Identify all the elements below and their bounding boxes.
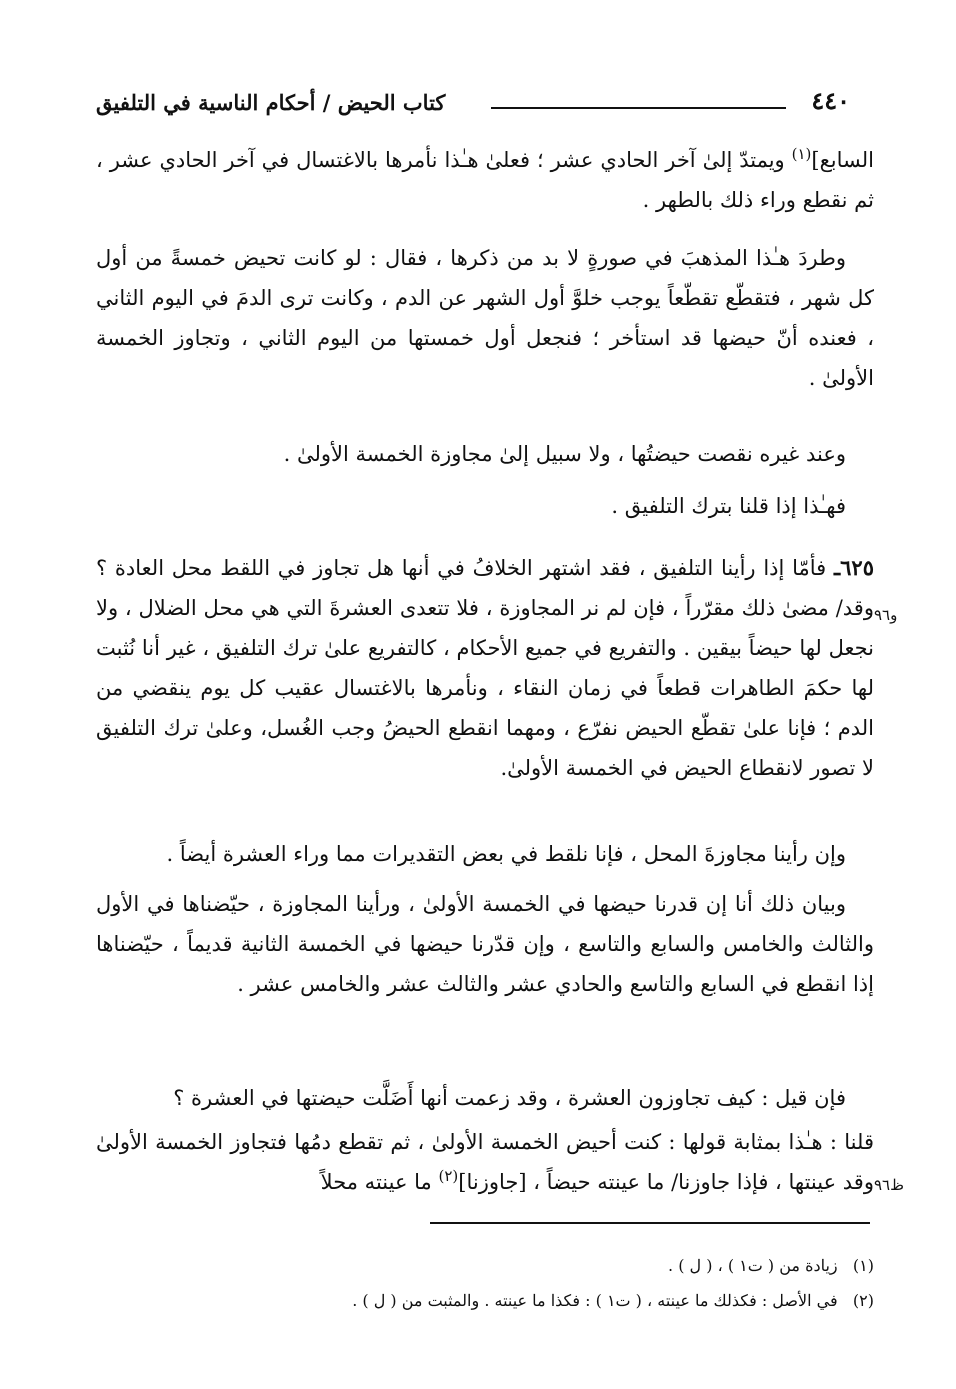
paragraph-text: قلنا : هـٰذا بمثابة قولها : كنت أحيض الخمسة الأولىٰ ، ثم تقطع دمُها فتجاوز الخمسة الأولىٰ وقد عينتها ، فإذا جاوزنا/ ما عينته حيضاً ، [جاوزنا] xyxy=(96,1130,874,1194)
paragraph-text: ما عينته محلاً xyxy=(320,1170,439,1194)
numbered-paragraph xyxy=(96,548,874,788)
paragraph: وإن رأينا مجاوزةَ المحل ، فإنا نلقط في بعض التقديرات مما وراء العشرة أيضاً . xyxy=(166,842,846,866)
footnote-marker: (١) xyxy=(791,145,812,163)
header-rule xyxy=(491,107,786,109)
section-number: ٦٢٥ـ xyxy=(834,555,874,580)
running-title: كتاب الحيض / أحكام الناسية في التلفيق xyxy=(96,90,446,115)
paragraph-continuation xyxy=(96,140,874,220)
paragraph: وبيان ذلك أنا إن قدرنا حيضها في الخمسة الأولىٰ ، ورأينا المجاوزة ، حيّضناها في الأول والثالث والخامس والسابع والتاسع ، وإن قدّرنا حيضها في الخمسة الثانية قديماً ، حيّضناها إذا انقطع في السابع والتاسع والحادي عشر والثالث عشر والخامس عشر . xyxy=(96,892,874,996)
footnote-text: زيادة من ( ت١ ) ، ( ل ) . xyxy=(668,1256,838,1275)
footnote xyxy=(96,1289,874,1313)
paragraph: وعند غيره نقصت حيضتُها ، ولا سبيل إلىٰ مجاوزة الخمسة الأولىٰ . xyxy=(283,442,846,466)
paragraph xyxy=(96,1122,874,1202)
footnote-number: (٢) xyxy=(852,1291,874,1310)
footnote-rule xyxy=(430,1222,870,1224)
paragraph: فهـٰذا إذا قلنا بترك التلفيق . xyxy=(611,494,846,518)
paragraph-text: فأمّا إذا رأينا التلفيق ، فقد اشتهر الخلافُ في أنها هل تجاوز في اللقط محل العادة ؟ وقد/ مضىٰ ذلك مقرّراً ، فإن لم نر المجاوزة ، فلا تتعدى العشرةَ التي هي محل الضلال ، ولا نجعل لها حيضاً بيقين . والتفريع في جميع الأحكام ، كالتفريع علىٰ ترك التلفيق ، غير أنا نُثبت لها حكمَ الطاهرات قطعاً في زمان النقاء ، ونأمرها بالاغتسال عقيب كل يوم ينقضي من الدم ؛ فإنا علىٰ تقطّع الحيض نفرّع ، ومهما انقطع الحيضُ وجب الغُسل، وعلىٰ ترك التلفيق لا تصور لانقطاع الحيض في الخمسة الأولىٰ. xyxy=(96,556,874,780)
paragraph: فإن قيل : كيف تجاوزون العشرة ، وقد زعمت أنها أَضَلَّت حيضتها في العشرة ؟ xyxy=(173,1086,846,1110)
margin-folio-note: و٩٦ xyxy=(874,606,898,624)
footnote-number: (١) xyxy=(852,1256,874,1275)
page-header xyxy=(96,86,856,126)
footnote-marker: (٢) xyxy=(438,1167,459,1185)
footnote xyxy=(96,1254,874,1278)
paragraph-text: السابع] xyxy=(811,148,874,172)
margin-folio-note: ظ٩٦ xyxy=(874,1176,904,1194)
page-number: ٤٤٠ xyxy=(811,86,850,115)
paragraph: وطردَ هـٰذا المذهبَ في صورةٍ لا بد من ذكرها ، فقال : لو كانت تحيض خمسةً من أول كل شهر ، فتقطّع تقطّعاً يوجب خلوَّ أول الشهر عن الدم ، وكانت ترى الدمَ في اليوم الثاني ، فعنده أنّ حيضها قد استأخر ؛ فنجعل أول خمستها من اليوم الثاني ، وتجاوز الخمسة الأولىٰ . xyxy=(96,246,874,390)
paragraph-text: ويمتدّ إلىٰ آخر الحادي عشر ؛ فعلىٰ هـٰذا نأمرها بالاغتسال في آخر الحادي عشر ، ثم نقطع وراء ذلك بالطهر . xyxy=(96,148,874,212)
footnote-text: في الأصل : فكذلك ما عينته ، ( ت١ ) : فكذا ما عينته . والمثبت من ( ل ) . xyxy=(352,1291,838,1310)
